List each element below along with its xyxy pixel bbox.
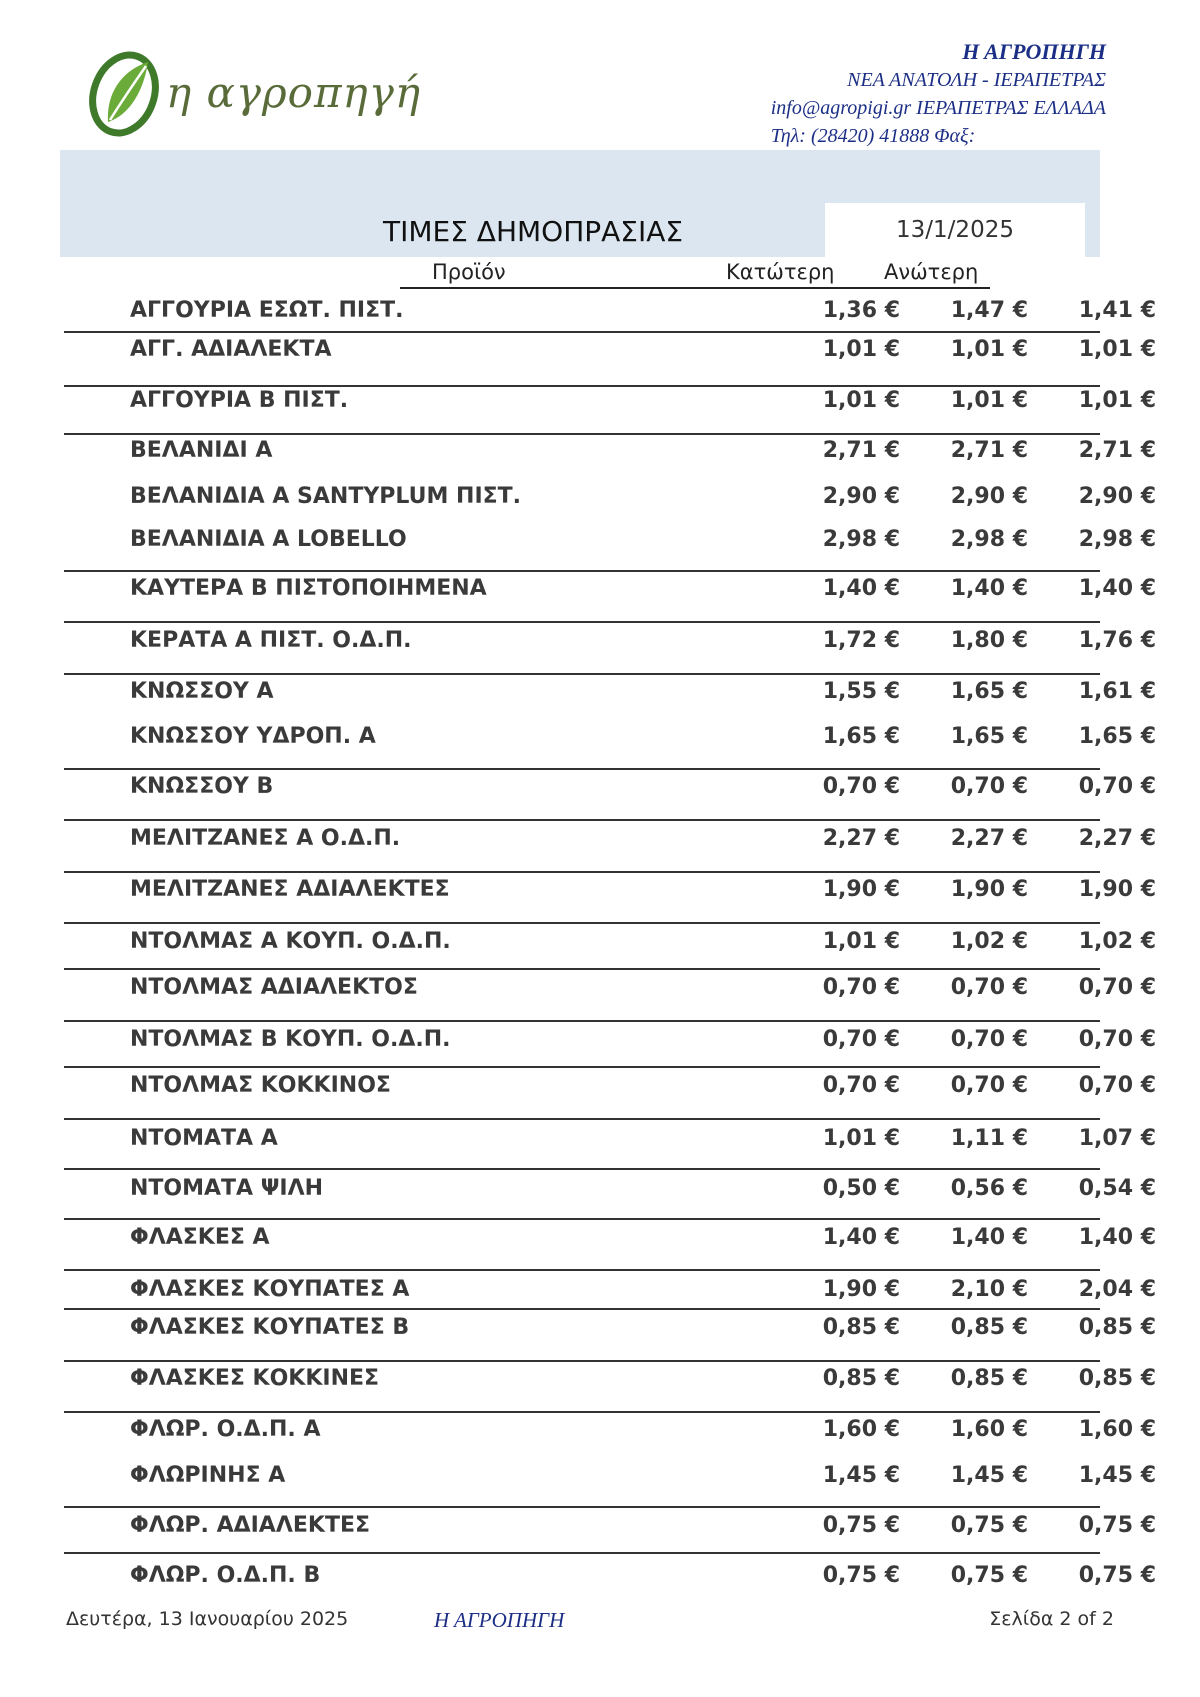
row-divider <box>64 570 1100 572</box>
price-low: 1,36 € <box>822 298 900 323</box>
row-divider <box>64 385 1100 387</box>
price-high: 2,10 € <box>950 1277 1028 1302</box>
column-header-product: Προϊόν <box>432 260 506 284</box>
product-name: ΑΓΓΟΥΡΙΑ Β ΠΙΣΤ. <box>130 388 349 413</box>
price-low: 1,40 € <box>822 1225 900 1250</box>
price-average: 1,45 € <box>1078 1463 1156 1488</box>
price-low: 1,55 € <box>822 679 900 704</box>
price-low: 0,75 € <box>822 1563 900 1588</box>
price-high: 2,98 € <box>950 527 1028 552</box>
product-name: ΚΝΩΣΣΟΥ ΥΔΡΟΠ. Α <box>130 724 376 749</box>
footer-company: Η ΑΓΡΟΠΗΓΗ <box>434 1608 565 1632</box>
row-divider <box>64 1411 1100 1413</box>
price-low: 0,50 € <box>822 1176 900 1201</box>
price-low: 2,27 € <box>822 826 900 851</box>
price-high: 1,80 € <box>950 628 1028 653</box>
price-high: 2,71 € <box>950 438 1028 463</box>
product-name: ΑΓΓ. ΑΔΙΑΛΕΚΤΑ <box>130 337 332 362</box>
row-divider <box>64 1506 1100 1508</box>
price-average: 1,40 € <box>1078 576 1156 601</box>
row-divider <box>64 1360 1100 1362</box>
row-divider <box>64 871 1100 873</box>
price-average: 1,01 € <box>1078 388 1156 413</box>
product-name: ΦΛΩΡ. ΑΔΙΑΛΕΚΤΕΣ <box>130 1513 371 1538</box>
row-divider <box>64 1066 1100 1068</box>
product-name: ΦΛΑΣΚΕΣ ΚΟΚΚΙΝΕΣ <box>130 1366 380 1391</box>
product-name: ΚΝΩΣΣΟΥ Β <box>130 774 274 799</box>
row-divider <box>64 1118 1100 1120</box>
price-high: 0,85 € <box>950 1315 1028 1340</box>
company-name: Η ΑΓΡΟΠΗΓΗ <box>962 39 1106 64</box>
price-average: 1,02 € <box>1078 929 1156 954</box>
price-high: 1,60 € <box>950 1417 1028 1442</box>
price-low: 1,90 € <box>822 877 900 902</box>
product-name: ΝΤΟΛΜΑΣ Β ΚΟΥΠ. Ο.Δ.Π. <box>130 1027 451 1052</box>
price-low: 1,72 € <box>822 628 900 653</box>
price-average: 0,75 € <box>1078 1563 1156 1588</box>
column-header-high: Ανώτερη <box>884 260 979 284</box>
auction-date: 13/1/2025 <box>825 203 1085 257</box>
price-average: 0,85 € <box>1078 1366 1156 1391</box>
price-average: 0,85 € <box>1078 1315 1156 1340</box>
price-high: 1,01 € <box>950 337 1028 362</box>
price-low: 1,60 € <box>822 1417 900 1442</box>
product-name: ΦΛΩΡΙΝΗΣ Α <box>130 1463 286 1488</box>
product-name: ΝΤΟΜΑΤΑ Α <box>130 1126 278 1151</box>
price-low: 0,70 € <box>822 774 900 799</box>
product-name: ΦΛΑΣΚΕΣ Α <box>130 1225 270 1250</box>
price-low: 1,90 € <box>822 1277 900 1302</box>
price-high: 0,56 € <box>950 1176 1028 1201</box>
price-average: 0,70 € <box>1078 1027 1156 1052</box>
price-average: 2,27 € <box>1078 826 1156 851</box>
price-average: 0,70 € <box>1078 774 1156 799</box>
price-high: 0,75 € <box>950 1563 1028 1588</box>
price-low: 2,98 € <box>822 527 900 552</box>
row-divider <box>64 673 1100 675</box>
row-divider <box>64 968 1100 970</box>
row-divider <box>64 922 1100 924</box>
product-name: ΒΕΛΑΝΙΔΙΑ Α SANTYPLUM ΠΙΣΤ. <box>130 484 522 509</box>
price-low: 1,01 € <box>822 929 900 954</box>
price-high: 1,90 € <box>950 877 1028 902</box>
price-high: 0,70 € <box>950 774 1028 799</box>
product-name: ΚΑΥΤΕΡΑ Β ΠΙΣΤΟΠΟΙΗΜΕΝΑ <box>130 576 487 601</box>
product-name: ΝΤΟΛΜΑΣ ΑΔΙΑΛΕΚΤΟΣ <box>130 975 418 1000</box>
price-average: 2,98 € <box>1078 527 1156 552</box>
price-low: 2,90 € <box>822 484 900 509</box>
price-average: 0,54 € <box>1078 1176 1156 1201</box>
price-high: 1,01 € <box>950 388 1028 413</box>
product-name: ΚΝΩΣΣΟΥ Α <box>130 679 274 704</box>
company-info <box>771 38 1106 150</box>
price-low: 1,40 € <box>822 576 900 601</box>
product-name: ΚΕΡΑΤΑ Α ΠΙΣΤ. Ο.Δ.Π. <box>130 628 412 653</box>
price-low: 0,85 € <box>822 1315 900 1340</box>
price-high: 0,70 € <box>950 1027 1028 1052</box>
price-average: 0,75 € <box>1078 1513 1156 1538</box>
price-high: 1,11 € <box>950 1126 1028 1151</box>
header-underline <box>400 287 990 289</box>
column-header-low: Κατώτερη <box>726 260 835 284</box>
product-name: ΜΕΛΙΤΖΑΝΕΣ ΑΔΙΑΛΕΚΤΕΣ <box>130 877 450 902</box>
product-name: ΝΤΟΜΑΤΑ ΨΙΛΗ <box>130 1176 324 1201</box>
row-divider <box>64 1308 1100 1310</box>
product-name: ΒΕΛΑΝΙΔΙ Α <box>130 438 273 463</box>
product-name: ΦΛΑΣΚΕΣ ΚΟΥΠΑΤΕΣ Α <box>130 1277 410 1302</box>
price-high: 0,70 € <box>950 1073 1028 1098</box>
price-average: 2,71 € <box>1078 438 1156 463</box>
footer-page-number: Σελίδα 2 of 2 <box>989 1608 1114 1630</box>
price-high: 2,27 € <box>950 826 1028 851</box>
price-high: 1,65 € <box>950 679 1028 704</box>
row-divider <box>64 433 1100 435</box>
price-low: 0,75 € <box>822 1513 900 1538</box>
price-low: 1,01 € <box>822 388 900 413</box>
price-average: 0,70 € <box>1078 1073 1156 1098</box>
price-average: 2,90 € <box>1078 484 1156 509</box>
product-name: ΑΓΓΟΥΡΙΑ ΕΣΩΤ. ΠΙΣΤ. <box>130 298 404 323</box>
row-divider <box>64 1218 1100 1220</box>
product-name: ΝΤΟΛΜΑΣ ΚΟΚΚΙΝΟΣ <box>130 1073 391 1098</box>
price-high: 0,75 € <box>950 1513 1028 1538</box>
row-divider <box>64 1020 1100 1022</box>
price-average: 0,70 € <box>1078 975 1156 1000</box>
price-low: 0,70 € <box>822 975 900 1000</box>
price-low: 1,01 € <box>822 1126 900 1151</box>
row-divider <box>64 819 1100 821</box>
price-average: 1,01 € <box>1078 337 1156 362</box>
price-high: 2,90 € <box>950 484 1028 509</box>
row-divider <box>64 621 1100 623</box>
price-average: 1,41 € <box>1078 298 1156 323</box>
row-divider <box>64 768 1100 770</box>
page-title: ΤΙΜΕΣ ΔΗΜΟΠΡΑΣΙΑΣ <box>383 215 684 248</box>
price-low: 1,45 € <box>822 1463 900 1488</box>
product-name: ΒΕΛΑΝΙΔΙΑ Α LOBELLO <box>130 527 407 552</box>
price-high: 1,47 € <box>950 298 1028 323</box>
product-name: ΜΕΛΙΤΖΑΝΕΣ Α Ο.Δ.Π. <box>130 826 401 851</box>
row-divider <box>64 331 1100 333</box>
price-high: 1,02 € <box>950 929 1028 954</box>
logo-text: η αγροπηγή <box>166 68 421 117</box>
price-low: 0,85 € <box>822 1366 900 1391</box>
price-high: 0,85 € <box>950 1366 1028 1391</box>
product-name: ΦΛΩΡ. Ο.Δ.Π. Β <box>130 1563 321 1588</box>
price-average: 1,60 € <box>1078 1417 1156 1442</box>
price-average: 1,40 € <box>1078 1225 1156 1250</box>
price-average: 1,90 € <box>1078 877 1156 902</box>
product-name: ΝΤΟΛΜΑΣ Α ΚΟΥΠ. Ο.Δ.Π. <box>130 929 451 954</box>
leaf-logo-icon <box>86 44 166 144</box>
price-average: 1,76 € <box>1078 628 1156 653</box>
price-low: 0,70 € <box>822 1073 900 1098</box>
price-high: 1,45 € <box>950 1463 1028 1488</box>
company-address: ΝΕΑ ΑΝΑΤΟΛΗ - ΙΕΡΑΠΕΤΡΑΣ <box>847 69 1106 91</box>
company-logo <box>86 44 421 144</box>
price-average: 1,61 € <box>1078 679 1156 704</box>
price-high: 0,70 € <box>950 975 1028 1000</box>
company-phone: Τηλ: (28420) 41888 Φαξ: <box>770 125 976 147</box>
price-high: 1,40 € <box>950 1225 1028 1250</box>
price-average: 2,04 € <box>1078 1277 1156 1302</box>
price-average: 1,65 € <box>1078 724 1156 749</box>
price-low: 1,65 € <box>822 724 900 749</box>
price-average: 1,07 € <box>1078 1126 1156 1151</box>
price-high: 1,65 € <box>950 724 1028 749</box>
row-divider <box>64 1552 1100 1554</box>
product-name: ΦΛΩΡ. Ο.Δ.Π. Α <box>130 1417 321 1442</box>
price-low: 2,71 € <box>822 438 900 463</box>
price-high: 1,40 € <box>950 576 1028 601</box>
row-divider <box>64 1168 1100 1170</box>
row-divider <box>64 1269 1100 1271</box>
price-low: 1,01 € <box>822 337 900 362</box>
footer-date: Δευτέρα, 13 Ιανουαρίου 2025 <box>66 1608 349 1630</box>
product-name: ΦΛΑΣΚΕΣ ΚΟΥΠΑΤΕΣ Β <box>130 1315 410 1340</box>
company-email: info@agropigi.gr ΙΕΡΑΠΕΤΡΑΣ ΕΛΛΑΔΑ <box>770 97 1106 119</box>
price-low: 0,70 € <box>822 1027 900 1052</box>
